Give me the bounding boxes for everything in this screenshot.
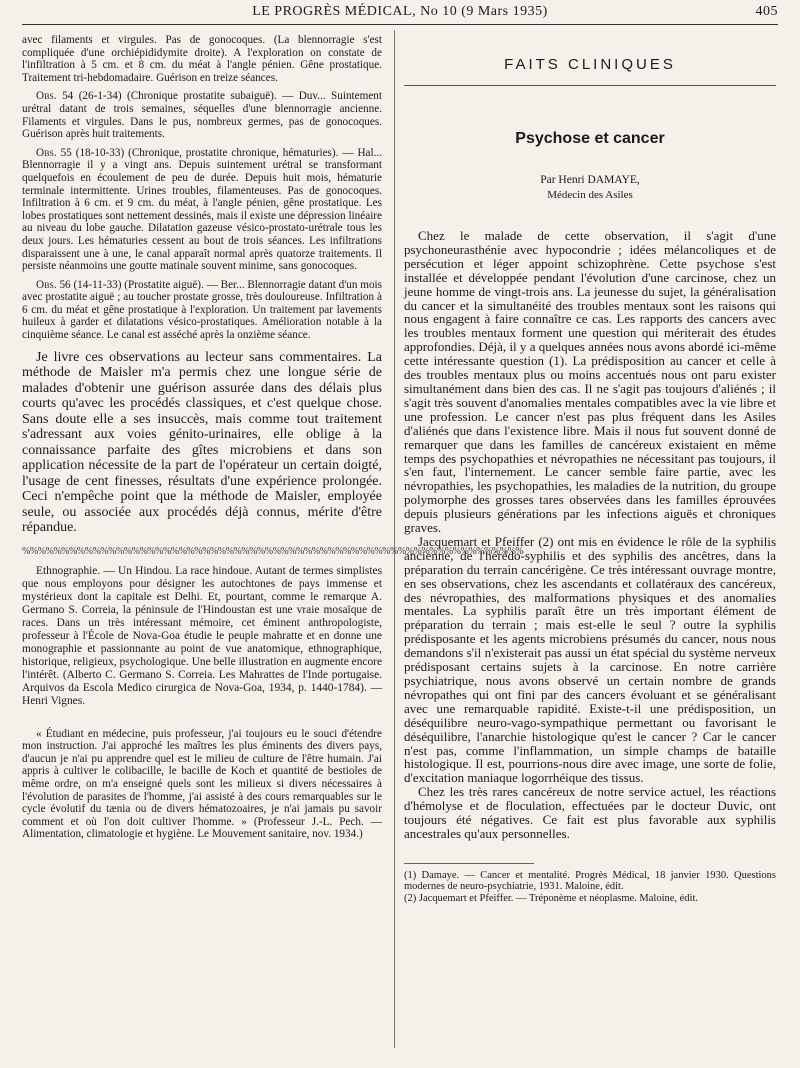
conclusion-paragraph: Je livre ces observations au lecteur sans commentaires. La méthode de Maisler m'a permis chez une longue série de malades d'obtenir une guérison assurée dans des délais plus courts qu'avec les procédés classiques, et c'est quelque chose. Sans doute elle a ses insuccès, mais comme tout traitement s'adressant aux voies génito-urinaires, elle oblige à la connaissance parfaite des gîtes microbiens et dans son application nécessite de la part de l'opérateur un certain doigté, l'usage de cent finesses, résultats d'une expérience prolongée. Ceci n'empêche point que la méthode de Maisler, employée seule, ou associée aux procédés déjà connus, mérite d'être répandue. [22,349,382,536]
section-rule [404,85,776,86]
observation-continuation: avec filaments et virgules. Pas de gonocoques. (La blennorragie s'est compliquée d'une orchiépididymite droite). A l'exploration on constate de l'infiltration à 5 cm. et 8 cm. du méat à l'angle pénien. Gêne prostatique. Traitement tri-hebdomadaire. Guérison en treize séances. [22,34,382,84]
ethnographie-block [22,565,382,708]
quote-paragraph: « Étudiant en médecine, puis professeur, j'ai toujours eu le souci d'étendre mon instruction. J'ai approché les maîtres les plus éminents des divers pays, d'aucun je n'ai pu apprendre quel est le milieu de culture de l'être humain. J'ai appris à cultiver le colibacille, le bacille de Koch et quantité de bestioles de même ordre, on m'a enseigné quels sont les milieux si divers nécessaires à l'évolution de parasites de l'homme, j'ai assisté à des cours remarquables sur le cycle évolutif du tænia ou de divers hématozoaires, je n'ai jamais pu savoir comment et où l'on doit cultiver l'homme. » (Professeur J.-L. Pech. — Alimentation, climatologie et hygiène. Le Mouvement sanitaire, nov. 1934.) [22,727,382,841]
article-title: Psychose et cancer [515,130,665,147]
right-column [404,34,776,904]
conclusion-block [22,350,382,536]
ethnographie-paragraph: Ethnographie. — Un Hindou. La race hindoue. Autant de termes simplistes que nous employons pour désigner les autochtones de pays immense et mystérieux dont la capitale est Delhi. Et, pourtant, comme le remarque A. Germano S. Correia, la péninsule de l'Hindoustan est une vraie mosaïque de races. Dans un très intéressant mémoire, cet éminent anthropologiste, professeur à l'École de Nova-Goa étudie le peuple mahratte et en donne une monographie et passionnante au point de vue anatomique, ethnographique, historique, religieux, psychologique. Une belle illustration en augmente encore l'intérêt. (Alberto C. Germano S. Correia. Les Mahrattes de l'Inde portugaise. Arquivos da Escola Medico cirurgica de Nova-Goa, 1934, p. 1440-1784). — Henri Vignes. [22,564,382,707]
header-rule [22,24,778,25]
running-header [22,4,778,22]
column-divider [394,30,395,1048]
page-number: 405 [755,4,778,19]
ornament-divider: %%%%%%%%%%%%%%%%%%%%%%%%%%%%%%%%%%%%%%%%%%%%%%%%%%%%%%%%%%%%%%%% [22,545,524,557]
quote-block [22,728,382,841]
article-body [404,229,776,841]
observation-56 [22,279,382,342]
obs-54-text: (26-1-34) (Chronique prostatite subaiguë). — Duv... Suintement urétral datant de trois semaines, séquelles d'une blennorragie ancienne. Filaments et virgules. Dans le pus, nombreux germes, pas de gonocoques. Guérison après huit traitements. [22,90,382,141]
footnote-2: (2) Jacquemart et Pfeiffer. — Tréponème et néoplasme. Maloine, édit. [404,892,699,904]
obs-54-label: Obs. 54 [36,90,74,103]
article-byline: Par Henri DAMAYE, [540,174,640,186]
article-paragraph-3: Chez les très rares cancéreux de notre service actuel, les réactions d'hémolyse et de floculation, effectuées par le docteur Duvic, ont toujours été négatives. Ce fait est plus favorable aux syphilis ancestrales qu'aux personnelles. [404,784,776,841]
observation-55 [22,147,382,273]
author-affiliation: Médecin des Asiles [547,189,633,201]
footnote-1: (1) Damaye. — Cancer et mentalité. Progrès Médical, 18 janvier 1930. Questions modernes de neuro-psychiatrie, 1931. Maloine, édit. [404,869,776,893]
obs-55-label: Obs. 55 [36,146,72,159]
journal-title: LE PROGRÈS MÉDICAL, No 10 (9 Mars 1935) [252,4,548,19]
observation-54 [22,90,382,140]
article-paragraph-1: Chez le malade de cette observation, il s'agit d'une psychoneurasthénie avec hypocondrie ; idées mélancoliques et de persécution et léger appoint schizophrène. Cette psychose s'est installée et développée pendant l'évolution d'une carcinose, chez un jeune homme de vingt-trois ans. La jeunesse du sujet, la généralisation du cancer et la simultanéité des troubles mentaux sont les raisons qui nous engagent à faire connaître ce cas. Les rapports des cancers avec les troubles mentaux forment une question qui mériterait des études approfondies. Déjà, il y a quelques années nous avons abordé ici-même cette intéressante question (1). La prédisposition au cancer et celle à des troubles mentaux plus ou moins accentués nous ont paru exister simultanément dans bien des cas. Il ne s'agit pas toujours d'aliénés ; il s'agit très souvent d'anomalies mentales compatibles avec la vie libre et une profession. Le cancer n'est pas plus fréquent dans les Asiles d'aliénés que dans l'existence libre. Mais il nous fut souvent donné de remarquer que dans les familles de cancéreux existaient en même temps des psychopathies et névropathies ne nécessitant pas toujours, il s'en faut, l'internement. Le cancer semble faire partie, avec les névropathies, les psychopathies, les maladies de la nutrition, du groupe polymorphe des grosses tares observées dans les familles éprouvées depuis plusieurs générations par les infections aiguës et chroniques graves. [404,228,776,536]
obs-56-text: (14-11-33) (Prostatite aiguë). — Ber... Blennorragie datant d'un mois avec prostatite aiguë ; au toucher prostate grosse, très douloureuse. Infiltration à 6 cm. du méat et gêne prostatique à l'exploration. Un traitement par lavements huileux à garder et dilatations vésico-prostatiques. Amélioration notable à la cinquième séance. Le canal est asséché après la onzième séance. [22,278,383,342]
article-paragraph-2: Jacquemart et Pfeiffer (2) ont mis en évidence le rôle de la syphilis ancienne, de l'hérédo-syphilis et des syphilis des ancêtres, dans la préparation du terrain cancérigène. Ce très intéressant ouvrage montre, en ses observations, chez les ascendants et collatéraux des cancéreux, des névropathies, des malformations physiques et des anomalies mentales. La syphilis paraît être un très important élément de préparation du terrain ; mais est-elle le seul ? outre la syphilis prédisposante et les agents microbiens présumés du cancer, nous nous demandons s'il n'existerait pas aussi un état spécial du système nerveux prédisposant certains sujets à la carcinose. En notre carrière psychiatrique, nous avons observé un certain nombre de grands névropathes qui ont fini par des cancers évoluant et se généralisant avec une remarquable rapidité. Existe-t-il une prédisposition, un déséquilibre neuro-vago-sympathique permettant ou favorisant le déséquilibre, l'anarchie histologique qu'est le cancer ? Car le cancer n'est pas, comme l'inflammation, un simple champs de bataille histologique. Il est, pourrions-nous dire avec image, une sorte de folie, d'excitation maniaque logorrhéique des tissus. [404,533,776,786]
observations-block [22,34,382,342]
obs-56-label: Obs. 56 [36,278,71,291]
left-column [22,34,524,841]
section-heading: FAITS CLINIQUES [504,56,676,73]
obs-55-text: (18-10-33) (Chronique, prostatite chronique, hématuries). — Hal... Blennorragie il y a vingt ans. Depuis suintement urétral se transformant quelquefois en écoulement de peu de durée. Depuis huit mois, hématurie terminale intermittente. Urines troubles, filamenteuses. Pas de gonocoques. Infiltration à 6 cm. et 9 cm. du méat, à l'angle pénien, gêne prostatique. Les lobes prostatiques sont nettement dessinés, mais il existe une dépression linéaire au niveau du lobe gauche. Dilatation gazeuse vésico-prostato-urétrale tous les deux jours. Les hématuries cessent au bout de trois séances. Les infiltrations disparaissent une à une, le canal apparaît normal après quatorze traitements. Il persiste néanmoins une goutte matinale souvent minime, sans gonocoques. [22,146,382,273]
footnote-rule [404,863,534,864]
